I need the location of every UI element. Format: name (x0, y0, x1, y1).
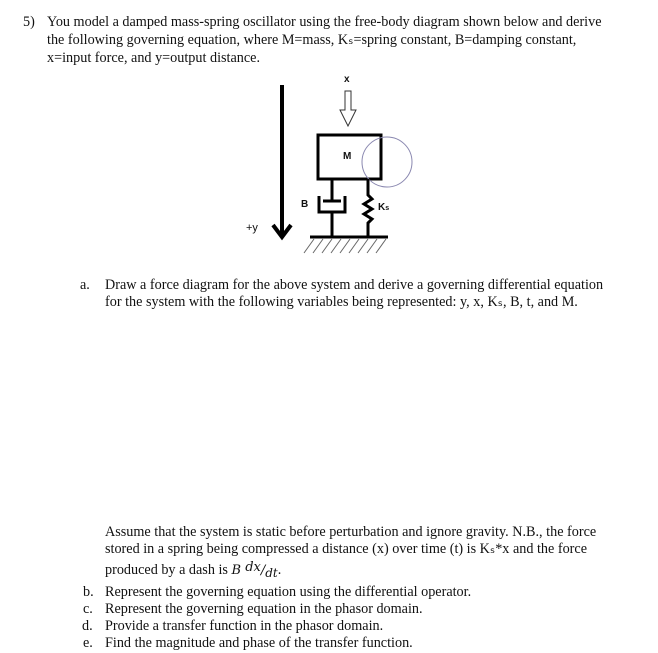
part-letter: c. (83, 601, 93, 617)
part-text: Represent the governing equation using the differential operator. (105, 584, 472, 600)
part-text: Provide a transfer function in the phasor domain. (105, 618, 384, 634)
formula: B dx/dt (231, 560, 278, 580)
input-label: x (344, 74, 350, 85)
note-line: Assume that the system is static before perturbation and ignore gravity. N.B., the force (105, 524, 597, 540)
part-letter: d. (82, 618, 93, 634)
part-a-line: Draw a force diagram for the above system and derive a governing differential equation (105, 277, 604, 293)
part-letter: e. (83, 635, 93, 651)
direction-label: +y (246, 222, 258, 234)
note-line: produced by a dash is B dx/dt. (105, 560, 282, 580)
part-text: Find the magnitude and phase of the transfer function. (105, 635, 413, 651)
spring-label: Ks (378, 202, 390, 213)
intro-line: the following governing equation, where M=mass, Kₛ=spring constant, B=damping constant, (47, 32, 577, 48)
damper-label: B (301, 199, 309, 210)
ground-hatching (304, 239, 386, 253)
part-letter: b. (83, 584, 94, 600)
intro-line: x=input force, and y=output distance. (47, 50, 260, 66)
note-line: stored in a spring being compressed a distance (x) over time (t) is Kₛ*x and the force (105, 541, 588, 557)
part-a-line: for the system with the following variables being represented: y, x, Kₛ, B, t, and M. (105, 294, 578, 310)
spring (364, 179, 372, 237)
intro-line: You model a damped mass-spring oscillator using the free-body diagram shown below and derive (47, 14, 602, 30)
input-force-arrow (340, 91, 356, 126)
question-number: 5) (23, 14, 35, 30)
part-text: Represent the governing equation in the phasor domain. (105, 601, 423, 617)
mass-label: M (343, 151, 352, 162)
part-a-letter: a. (80, 277, 90, 293)
